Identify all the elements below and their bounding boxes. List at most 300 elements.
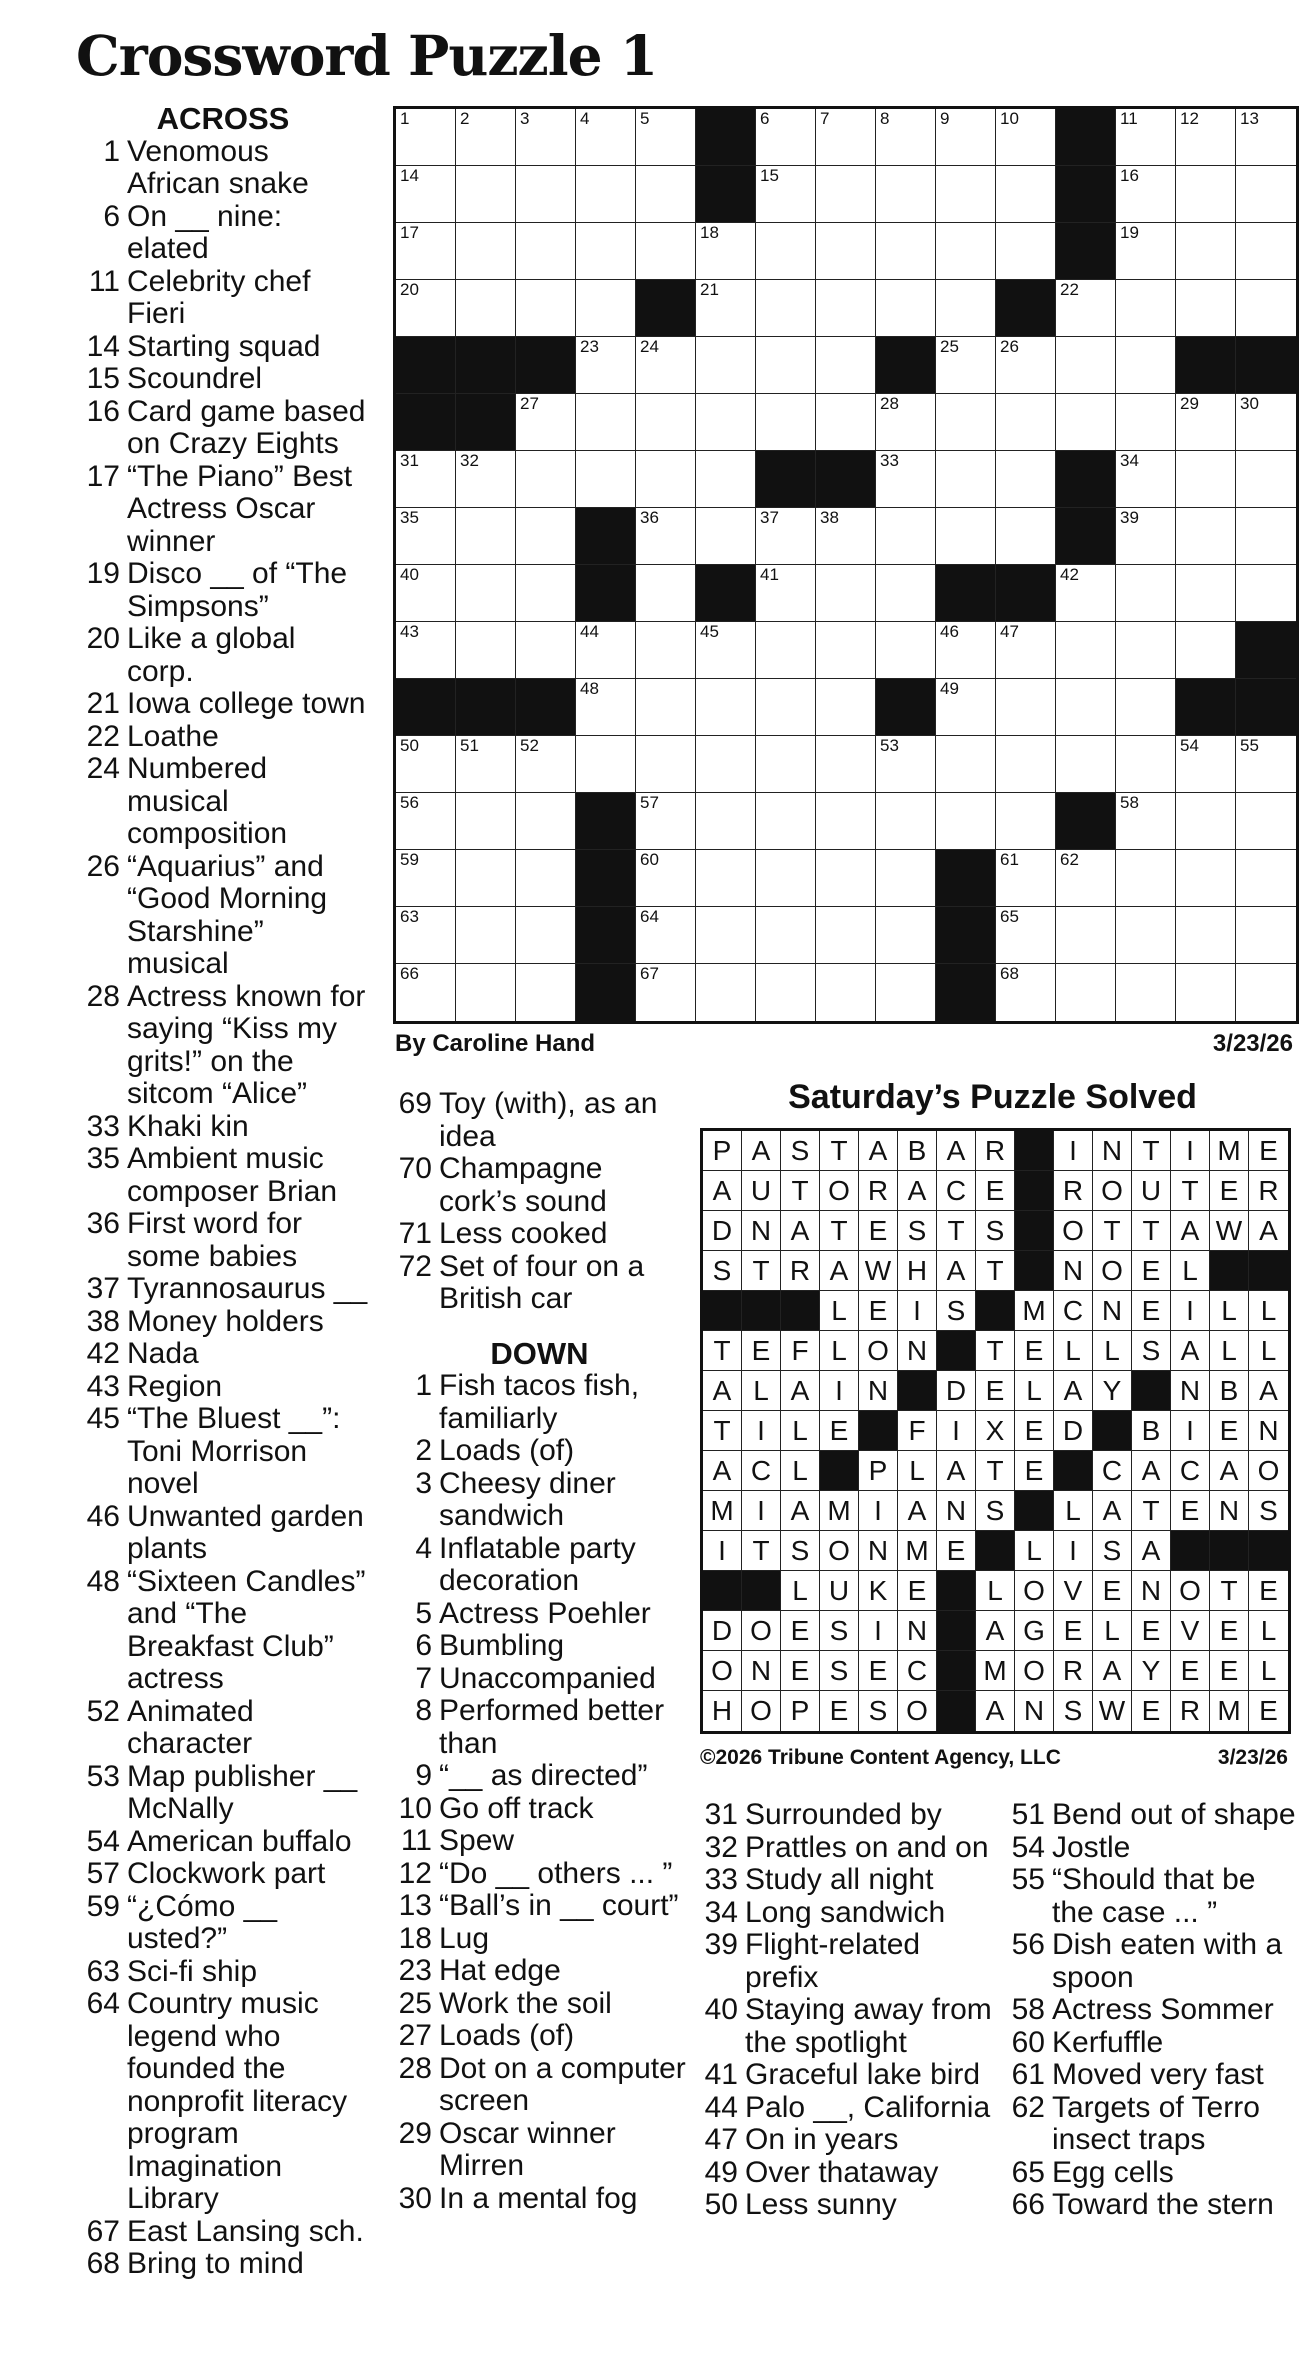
clue-number: 43 bbox=[86, 1369, 120, 1403]
cell-letter: N bbox=[1101, 1134, 1123, 1166]
cell-letter: A bbox=[1141, 1454, 1161, 1486]
grid-cell bbox=[1176, 508, 1236, 565]
cell-number: 39 bbox=[1120, 508, 1139, 527]
grid-cell bbox=[576, 280, 636, 337]
clue-item bbox=[78, 1208, 368, 1273]
puzzle-date: 3/23/26 bbox=[1212, 1030, 1293, 1057]
cell-number: 65 bbox=[1000, 907, 1019, 926]
clue-item bbox=[78, 363, 368, 396]
clue-item bbox=[78, 1371, 368, 1404]
cell-letter: N bbox=[1179, 1374, 1201, 1406]
grid-cell bbox=[816, 850, 876, 907]
grid-cell bbox=[936, 394, 996, 451]
grid-cell bbox=[1054, 1251, 1093, 1291]
grid-cell bbox=[1054, 1611, 1093, 1651]
cell-letter: O bbox=[906, 1695, 928, 1726]
clue-item bbox=[78, 201, 368, 266]
grid-cell bbox=[1093, 1651, 1132, 1691]
cell-letter: L bbox=[1065, 1494, 1081, 1526]
clue-text: Iowa college town bbox=[127, 687, 366, 720]
cell-letter: I bbox=[1186, 1414, 1194, 1446]
cell-number: 54 bbox=[1180, 736, 1199, 755]
grid-cell bbox=[820, 1651, 859, 1691]
cell-letter: L bbox=[1026, 1374, 1042, 1406]
grid-cell bbox=[636, 508, 696, 565]
grid-cell bbox=[396, 907, 456, 964]
grid-cell bbox=[756, 223, 816, 280]
cell-number: 66 bbox=[400, 964, 419, 983]
grid-cell bbox=[976, 1451, 1015, 1491]
grid-cell bbox=[936, 622, 996, 679]
grid-cell bbox=[1116, 508, 1176, 565]
grid-cell bbox=[1093, 1691, 1132, 1731]
grid-cell bbox=[816, 565, 876, 622]
clue-text: Go off track bbox=[439, 1791, 594, 1825]
cell-letter: I bbox=[835, 1374, 843, 1406]
grid-cell bbox=[898, 1411, 937, 1451]
down-clues-column-3 bbox=[1005, 1799, 1305, 2222]
cell-number: 12 bbox=[1180, 109, 1199, 128]
cell-letter: O bbox=[1101, 1254, 1123, 1286]
clue-item bbox=[392, 1760, 687, 1793]
grid-cell bbox=[1171, 1651, 1210, 1691]
cell-number: 57 bbox=[640, 793, 659, 812]
cell-letter: E bbox=[985, 1174, 1005, 1206]
clue-number: 60 bbox=[1011, 2025, 1045, 2059]
cell-letter: T bbox=[1220, 1574, 1238, 1606]
cell-number: 34 bbox=[1120, 451, 1139, 470]
grid-cell bbox=[781, 1331, 820, 1371]
cell-letter: S bbox=[829, 1614, 849, 1646]
clue-number: 39 bbox=[704, 1928, 738, 1961]
grid-cell bbox=[1210, 1571, 1249, 1611]
clue-item bbox=[78, 721, 368, 754]
clue-number: 33 bbox=[704, 1863, 738, 1896]
grid-cell bbox=[816, 166, 876, 223]
grid-cell bbox=[1171, 1131, 1210, 1171]
grid-cell bbox=[1171, 1251, 1210, 1291]
grid-cell bbox=[1054, 1691, 1093, 1731]
grid-cell bbox=[742, 1411, 781, 1451]
grid-cell bbox=[1116, 793, 1176, 850]
clue-number: 54 bbox=[1011, 1830, 1045, 1864]
cell-number: 56 bbox=[400, 793, 419, 812]
grid-cell bbox=[1171, 1371, 1210, 1411]
grid-cell bbox=[1236, 736, 1296, 793]
grid-cell bbox=[876, 280, 936, 337]
grid-cell bbox=[756, 850, 816, 907]
grid-cell bbox=[1093, 1131, 1132, 1171]
clue-item bbox=[698, 1832, 993, 1865]
clue-text: Bring to mind bbox=[127, 2247, 304, 2280]
grid-cell bbox=[1116, 109, 1176, 166]
cell-number: 23 bbox=[580, 337, 599, 356]
cell-letter: E bbox=[1141, 1294, 1161, 1326]
grid-block bbox=[816, 451, 876, 508]
grid-block bbox=[1210, 1251, 1249, 1291]
grid-block bbox=[576, 793, 636, 850]
grid-cell bbox=[456, 850, 516, 907]
clue-number: 10 bbox=[398, 1791, 432, 1825]
grid-cell bbox=[876, 451, 936, 508]
clue-item bbox=[392, 1370, 687, 1435]
clue-number: 28 bbox=[398, 2051, 432, 2085]
grid-cell bbox=[1210, 1331, 1249, 1371]
grid-cell bbox=[1116, 622, 1176, 679]
grid-cell bbox=[756, 964, 816, 1021]
clue-text: “Aquarius” and “Good Morning Starshine” musical bbox=[127, 849, 328, 980]
clue-item bbox=[392, 1858, 687, 1891]
grid-cell bbox=[456, 907, 516, 964]
grid-cell bbox=[996, 793, 1056, 850]
cell-letter: E bbox=[946, 1534, 966, 1566]
grid-cell bbox=[742, 1691, 781, 1731]
grid-cell bbox=[1054, 1211, 1093, 1251]
grid-cell bbox=[996, 850, 1056, 907]
grid-cell bbox=[859, 1651, 898, 1691]
cell-letter: E bbox=[868, 1214, 888, 1246]
clue-number: 18 bbox=[398, 1921, 432, 1955]
cell-letter: E bbox=[790, 1654, 810, 1686]
grid-cell bbox=[576, 451, 636, 508]
grid-cell bbox=[1210, 1291, 1249, 1331]
grid-block bbox=[1093, 1411, 1132, 1451]
grid-block bbox=[1176, 337, 1236, 394]
cell-letter: L bbox=[1182, 1254, 1198, 1286]
grid-cell bbox=[1132, 1331, 1171, 1371]
cell-number: 62 bbox=[1060, 850, 1079, 869]
cell-letter: A bbox=[1102, 1494, 1122, 1526]
cell-letter: C bbox=[945, 1174, 967, 1206]
grid-cell bbox=[396, 508, 456, 565]
cell-letter: A bbox=[868, 1134, 888, 1166]
grid-cell bbox=[996, 907, 1056, 964]
cell-letter: W bbox=[864, 1254, 892, 1286]
cell-letter: S bbox=[1141, 1334, 1161, 1366]
grid-cell bbox=[1116, 394, 1176, 451]
cell-letter: E bbox=[1024, 1454, 1044, 1486]
clue-item bbox=[1005, 1799, 1305, 1832]
clue-text: American buffalo bbox=[127, 1824, 352, 1858]
grid-cell bbox=[516, 850, 576, 907]
clue-number: 25 bbox=[398, 1986, 432, 2020]
grid-cell bbox=[1015, 1371, 1054, 1411]
grid-cell bbox=[1056, 280, 1116, 337]
cell-letter: L bbox=[987, 1574, 1003, 1606]
clue-item bbox=[78, 461, 368, 559]
grid-cell bbox=[859, 1251, 898, 1291]
grid-cell bbox=[1210, 1491, 1249, 1531]
cell-number: 67 bbox=[640, 964, 659, 983]
clue-item bbox=[78, 851, 368, 981]
clue-text: Loads (of) bbox=[439, 1434, 575, 1467]
grid-cell bbox=[756, 793, 816, 850]
cell-letter: W bbox=[1215, 1214, 1243, 1246]
grid-cell bbox=[996, 736, 1056, 793]
grid-cell bbox=[1015, 1331, 1054, 1371]
grid-block bbox=[976, 1531, 1015, 1571]
grid-cell bbox=[456, 622, 516, 679]
cell-letter: M bbox=[983, 1654, 1007, 1686]
grid-cell bbox=[996, 223, 1056, 280]
grid-cell bbox=[1171, 1211, 1210, 1251]
clue-item bbox=[392, 2183, 687, 2216]
grid-cell bbox=[996, 451, 1056, 508]
grid-cell bbox=[781, 1411, 820, 1451]
grid-block bbox=[936, 964, 996, 1021]
cell-number: 6 bbox=[760, 109, 770, 128]
grid-cell bbox=[636, 793, 696, 850]
grid-cell bbox=[1176, 109, 1236, 166]
cell-letter: L bbox=[831, 1294, 847, 1326]
clue-text: Champagne cork’s sound bbox=[439, 1152, 607, 1218]
grid-cell bbox=[1249, 1571, 1288, 1611]
grid-cell bbox=[742, 1451, 781, 1491]
down-clues-column-1 bbox=[392, 1088, 687, 2215]
grid-cell bbox=[1015, 1651, 1054, 1691]
clue-number: 22 bbox=[86, 719, 120, 753]
clue-item bbox=[78, 2248, 368, 2281]
grid-cell bbox=[1176, 850, 1236, 907]
cell-letter: Y bbox=[1102, 1374, 1122, 1406]
clue-text: In a mental fog bbox=[439, 2181, 638, 2215]
cell-letter: L bbox=[1260, 1334, 1277, 1366]
clue-text: Unwanted garden plants bbox=[127, 1499, 364, 1565]
cell-number: 35 bbox=[400, 508, 419, 527]
grid-cell bbox=[820, 1251, 859, 1291]
grid-cell bbox=[1132, 1131, 1171, 1171]
grid-cell bbox=[936, 793, 996, 850]
clue-text: Clockwork part bbox=[127, 1857, 326, 1890]
grid-cell bbox=[1171, 1611, 1210, 1651]
cell-number: 9 bbox=[940, 109, 950, 128]
grid-cell bbox=[1054, 1171, 1093, 1211]
grid-cell bbox=[936, 736, 996, 793]
grid-cell bbox=[781, 1691, 820, 1731]
clue-item bbox=[392, 1598, 687, 1631]
clue-number: 11 bbox=[88, 264, 120, 298]
cell-letter: L bbox=[792, 1454, 808, 1486]
grid-cell bbox=[1093, 1371, 1132, 1411]
grid-cell bbox=[756, 337, 816, 394]
cell-letter: U bbox=[750, 1174, 772, 1206]
grid-block bbox=[936, 565, 996, 622]
cell-letter: F bbox=[791, 1334, 809, 1366]
cell-letter: N bbox=[1101, 1294, 1123, 1326]
grid-cell bbox=[636, 451, 696, 508]
grid-cell bbox=[636, 337, 696, 394]
grid-cell bbox=[1054, 1131, 1093, 1171]
clue-text: Set of four on a British car bbox=[439, 1249, 645, 1315]
cell-letter: A bbox=[712, 1174, 732, 1206]
grid-block bbox=[876, 337, 936, 394]
clue-text: Bend out of shape bbox=[1052, 1798, 1296, 1831]
grid-cell bbox=[576, 679, 636, 736]
cell-letter: E bbox=[1180, 1654, 1200, 1686]
cell-number: 5 bbox=[640, 109, 650, 128]
cell-letter: N bbox=[750, 1214, 772, 1246]
cell-letter: C bbox=[1101, 1454, 1123, 1486]
clue-number: 72 bbox=[398, 1249, 432, 1283]
clue-number: 59 bbox=[86, 1889, 120, 1923]
clue-item bbox=[392, 1468, 687, 1533]
clue-number: 68 bbox=[86, 2247, 120, 2280]
cell-letter: T bbox=[986, 1254, 1004, 1286]
cell-letter: E bbox=[1024, 1334, 1044, 1366]
grid-cell bbox=[996, 394, 1056, 451]
clue-text: Moved very fast bbox=[1052, 2058, 1264, 2091]
cell-letter: M bbox=[905, 1534, 929, 1566]
cell-letter: A bbox=[712, 1374, 732, 1406]
clue-text: Long sandwich bbox=[745, 1895, 946, 1929]
cell-letter: A bbox=[946, 1454, 966, 1486]
clue-number: 49 bbox=[704, 2155, 738, 2189]
grid-cell bbox=[1056, 907, 1116, 964]
cell-number: 46 bbox=[940, 622, 959, 641]
cell-number: 22 bbox=[1060, 280, 1079, 299]
cell-number: 4 bbox=[580, 109, 590, 128]
grid-cell bbox=[898, 1171, 937, 1211]
clue-text: Region bbox=[127, 1369, 223, 1403]
solved-puzzle-title: Saturday’s Puzzle Solved bbox=[788, 1078, 1197, 1116]
grid-cell bbox=[937, 1371, 976, 1411]
grid-cell bbox=[876, 565, 936, 622]
cell-letter: F bbox=[908, 1414, 926, 1446]
grid-cell bbox=[1249, 1491, 1288, 1531]
grid-cell bbox=[820, 1291, 859, 1331]
grid-cell bbox=[1054, 1531, 1093, 1571]
clue-item bbox=[392, 1218, 687, 1251]
clue-item bbox=[392, 1630, 687, 1663]
clue-text: Starting squad bbox=[127, 329, 321, 363]
grid-cell bbox=[516, 793, 576, 850]
clue-text: Prattles on and on bbox=[745, 1830, 989, 1864]
cell-letter: E bbox=[907, 1574, 927, 1606]
clue-number: 36 bbox=[86, 1207, 120, 1240]
grid-cell bbox=[756, 508, 816, 565]
grid-cell bbox=[1176, 964, 1236, 1021]
cell-letter: M bbox=[1217, 1134, 1241, 1166]
grid-cell bbox=[781, 1251, 820, 1291]
clue-text: On __ nine: elated bbox=[127, 199, 283, 265]
grid-cell bbox=[1132, 1411, 1171, 1451]
cell-letter: A bbox=[985, 1695, 1005, 1726]
grid-cell bbox=[1236, 166, 1296, 223]
grid-cell bbox=[859, 1451, 898, 1491]
grid-cell bbox=[1054, 1651, 1093, 1691]
clue-item bbox=[78, 1306, 368, 1339]
grid-cell bbox=[876, 964, 936, 1021]
cell-letter: E bbox=[1141, 1614, 1161, 1646]
clue-item bbox=[698, 1929, 993, 1994]
grid-cell bbox=[456, 565, 516, 622]
cell-number: 18 bbox=[700, 223, 719, 242]
grid-cell bbox=[703, 1211, 742, 1251]
grid-block bbox=[1056, 793, 1116, 850]
cell-letter: B bbox=[1219, 1374, 1239, 1406]
cell-letter: A bbox=[1180, 1214, 1200, 1246]
clue-text: Fish tacos fish, familiarly bbox=[439, 1369, 640, 1435]
cell-letter: I bbox=[952, 1414, 960, 1446]
grid-cell bbox=[898, 1651, 937, 1691]
grid-cell bbox=[816, 109, 876, 166]
grid-block bbox=[576, 964, 636, 1021]
clue-item bbox=[78, 1858, 368, 1891]
grid-cell bbox=[696, 907, 756, 964]
grid-cell bbox=[1132, 1251, 1171, 1291]
grid-block bbox=[1236, 622, 1296, 679]
grid-block bbox=[576, 907, 636, 964]
cell-letter: H bbox=[906, 1254, 928, 1286]
clue-number: 9 bbox=[415, 1759, 432, 1792]
cell-letter: L bbox=[792, 1574, 808, 1606]
grid-cell bbox=[516, 964, 576, 1021]
grid-cell bbox=[781, 1651, 820, 1691]
grid-cell bbox=[1210, 1611, 1249, 1651]
clue-item bbox=[78, 753, 368, 851]
grid-cell bbox=[516, 451, 576, 508]
grid-block bbox=[1249, 1531, 1288, 1571]
grid-cell bbox=[396, 736, 456, 793]
cell-number: 43 bbox=[400, 622, 419, 641]
grid-cell bbox=[996, 508, 1056, 565]
grid-cell bbox=[1132, 1451, 1171, 1491]
grid-cell bbox=[976, 1651, 1015, 1691]
cell-letter: L bbox=[1260, 1654, 1277, 1686]
clue-number: 15 bbox=[86, 362, 120, 395]
grid-cell bbox=[516, 508, 576, 565]
clue-number: 23 bbox=[398, 1954, 432, 1987]
grid-cell bbox=[756, 166, 816, 223]
grid-cell bbox=[456, 223, 516, 280]
grid-block bbox=[396, 394, 456, 451]
grid-block bbox=[1132, 1371, 1171, 1411]
cell-letter: I bbox=[757, 1414, 765, 1446]
grid-cell bbox=[876, 109, 936, 166]
grid-cell bbox=[1210, 1131, 1249, 1171]
cell-letter: T bbox=[752, 1534, 770, 1566]
clue-item bbox=[78, 558, 368, 623]
grid-cell bbox=[876, 394, 936, 451]
cell-letter: A bbox=[1219, 1454, 1239, 1486]
grid-cell bbox=[636, 565, 696, 622]
grid-cell bbox=[816, 793, 876, 850]
grid-cell bbox=[937, 1131, 976, 1171]
cell-number: 26 bbox=[1000, 337, 1019, 356]
cell-number: 29 bbox=[1180, 394, 1199, 413]
grid-cell bbox=[1176, 166, 1236, 223]
grid-cell bbox=[1015, 1291, 1054, 1331]
clue-item bbox=[698, 1897, 993, 1930]
clue-text: On in years bbox=[745, 2123, 899, 2156]
clue-number: 28 bbox=[86, 979, 120, 1013]
grid-cell bbox=[636, 109, 696, 166]
grid-cell bbox=[1176, 736, 1236, 793]
clue-number: 16 bbox=[86, 394, 120, 428]
cell-letter: N bbox=[867, 1534, 889, 1566]
cell-number: 14 bbox=[400, 166, 419, 185]
cell-number: 16 bbox=[1120, 166, 1139, 185]
cell-letter: E bbox=[1141, 1695, 1161, 1726]
grid-cell bbox=[816, 964, 876, 1021]
grid-cell bbox=[1116, 850, 1176, 907]
grid-cell bbox=[976, 1611, 1015, 1651]
clue-item bbox=[698, 2059, 993, 2092]
grid-cell bbox=[1171, 1691, 1210, 1731]
grid-cell bbox=[1132, 1491, 1171, 1531]
grid-cell bbox=[1015, 1691, 1054, 1731]
cell-letter: A bbox=[790, 1494, 810, 1526]
